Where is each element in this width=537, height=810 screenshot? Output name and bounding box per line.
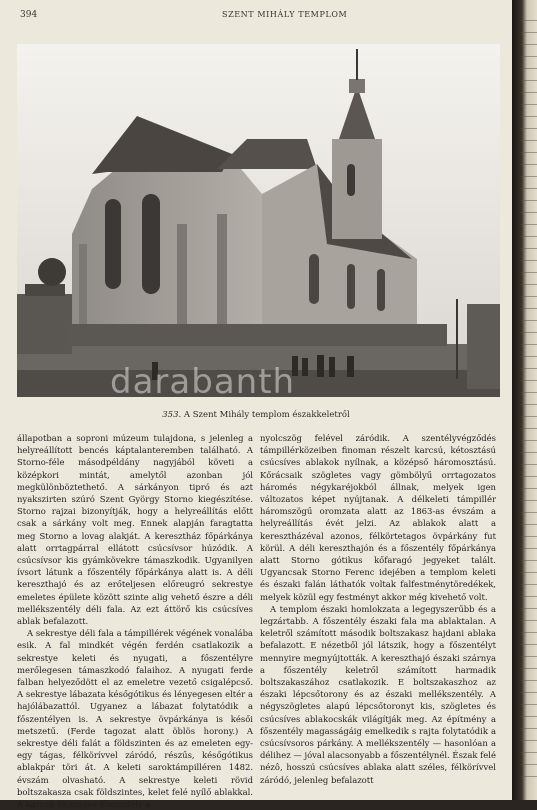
paragraph: állapotban a soproni múzeum tulajdona, s jelenleg a helyreállított bencés káptalanteremben található. A Storno-féle másodpéldány nagyjából követi a középkori mintát, amelytől azonban jól megkülönböztethető. A sárkányon tipró és azt nyakszirten szúró Szent György Storno kiegészítése. Storno rajzai bizonyítják, hogy a helyreállítás előtt csak a sárkány volt meg. Ennek alapján faragtatta meg Storno a lovag alakját. A keresztház főpárkánya alatt orrtagpárral ellátott csúcsívsor húzódik. A csúcsívsor kis gyámkövekre támaszkodik. Ugyanilyen ívsort látunk a főszentély főpárkánya alatt is. A déli kereszthajó és az erőteljesen előreugró sekrestye emeletes épülete között szinte alig vehető észre a déli mellékszentély déli fala. Az ezt áttörő kis csúcsíves ablak befalazott. bbox=[17, 433, 253, 627]
figure-caption bbox=[0, 410, 512, 420]
paragraph: A templom északi homlokzata a legegyszerűbb és a legzártabb. A főszentély északi fala ma ablaktalan. A keletről számított második boltszakasz hajdani ablaka befalazott. E nézetből jól látszik, hogy a főszentélyt mennyire megnyújtották. A kereszthajó északi szárnya a főszentély keletről számított harmadik boltszakaszához csatlakozik. E boltszakaszhoz az északi lépcsőtorony és az északi mellékszentély. A négyszögletes alapú lépcsőtoronyt kis, szögletes és csúcsíves ablakocskák világítják meg. Az építmény a főszentély magasságáig emelkedik s rajta folytatódik a csúcsívsoros párkány. A mellékszentély — hasonlóan a délihez — jóval alacsonyabb a főszentélynél. Észak felé nézô, hosszú csúcsíves ablaka alatt széles, félkörívvel záródó, jelenleg befalazott bbox=[260, 603, 496, 785]
figure-number: 353. bbox=[162, 410, 182, 420]
church-photograph bbox=[17, 44, 500, 397]
watermark: darabanth bbox=[110, 362, 296, 402]
paragraph: nyolcszög felével záródik. A szentélyvégződés támpillérközeiben finoman részelt karcsú, kétosztású csúcsíves ablakok nyílnak, a középső háromosztású. Kőrácsaik szögletes vagy gömbölyű orrtagozatos háromés négykaréjokból állnak, melyek igen változatos képet nyújtanak. A délkeleti támpillér háromszögű oromzata alatt az 1863-as évszám a helyreállítás évét jelzi. Az ablakok alatt a keresztházéval azonos, félkörtetagos övpárkány fut körül. A déli kereszthajón és a főszentély főpárkánya alatt Storno gótikus kőfaragó jegyeket talált. Ugyancsak Storno Ferenc idejében a templom keleti és északi falán láthatók voltak falfestménytöredékek, melyek közül egy festményt akkor még kivehető volt. bbox=[260, 433, 496, 602]
text-column-right bbox=[260, 432, 496, 786]
paragraph: A sekrestye déli fala a támpillérek végének vonalába esik. A fal mindkét végén ferdén csatlakozik a sekrestye keleti és nyugati, a főszentélyre merőlegesen támaszkodó falaihoz. A nyugati ferde falban helyeződött el az emeletre vezető csigalépcső. A sekrestye lábazata későgótikus és lényegesen eltér a hajólábazattól. Ugyanez a lábazat folytatódik a főszentélyen is. A sekrestye övpárkánya is késői metszetű. (Ferde tagozat alatt öblös horony.) A sekrestye déli falát a földszinten és az emeleten egy-egy tágas, félkörívvel záródó, részűs, későgótikus ablakpár töri át. A keleti saroktámpilléren 1482. évszám olvasható. A sekrestye keleti rövid boltszakasza csak földszintes, kelet felé nyílő ablakkal. A karcsú és magas főszentély a bbox=[17, 628, 253, 810]
page-number: 394 bbox=[20, 10, 38, 20]
running-title: SZENT MIHÁLY TEMPLOM bbox=[222, 10, 348, 19]
figure-caption-text: A Szent Mihály templom északkeletről bbox=[183, 410, 350, 420]
text-column-left bbox=[17, 432, 253, 810]
facing-page-edge bbox=[521, 20, 537, 780]
